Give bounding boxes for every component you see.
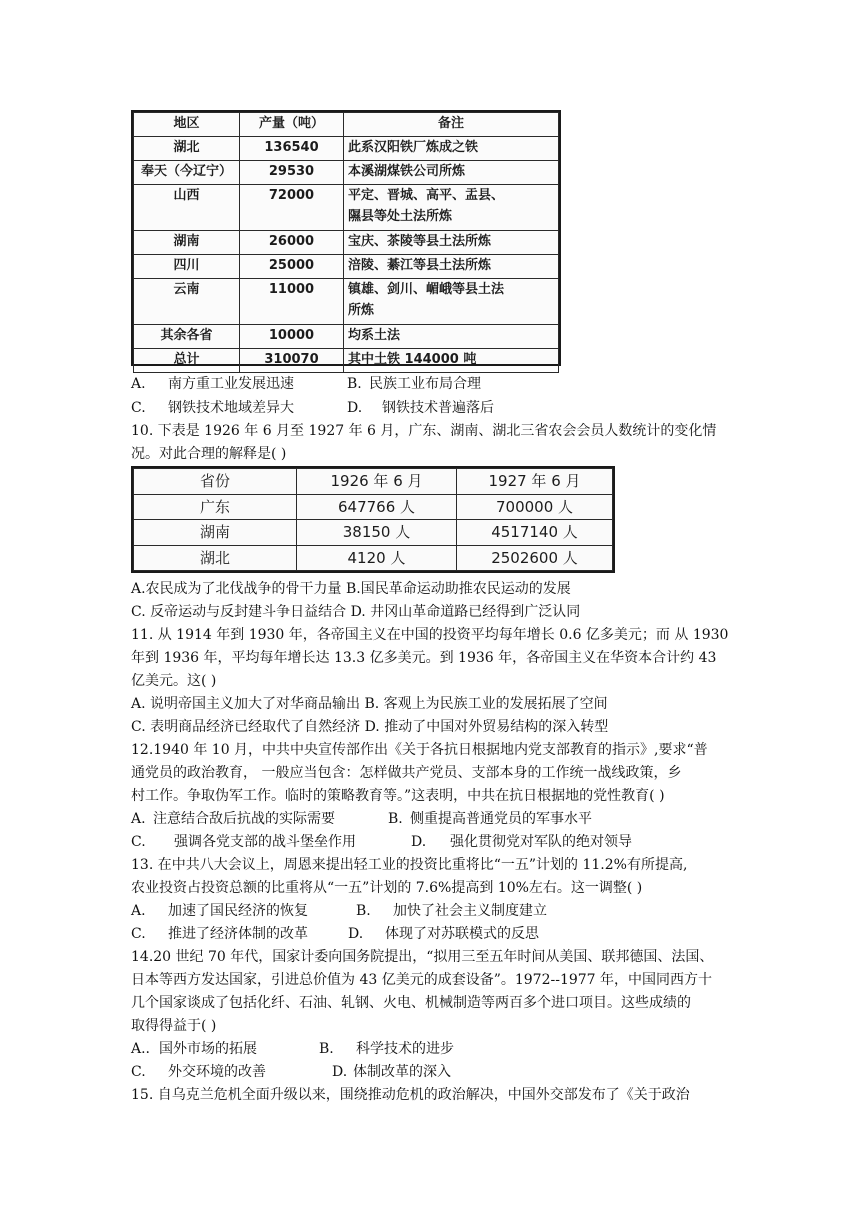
table-header: 产量（吨）: [240, 113, 344, 137]
table-cell: 本溪湖煤铁公司所炼: [344, 161, 559, 185]
q14-stem-line: 日本等西方发达国家，引进总价值为 43 亿美元的成套设备”。1972--1977 年，中国同西方十: [131, 972, 713, 988]
table-cell: 700000 人: [457, 494, 613, 520]
option-text: 强调各党支部的战斗堡垒作用: [174, 834, 356, 850]
cell-line: 平定、晋城、高平、盂县、: [348, 188, 505, 203]
option-text: 推进了经济体制的改革: [168, 926, 308, 942]
option-label: B.: [347, 376, 362, 392]
table-cell: 云南: [134, 279, 240, 325]
option-text: 注意结合敌后抗战的实际需要: [153, 811, 335, 827]
option-text: 加快了社会主义制度建立: [393, 903, 547, 919]
q11-option-line: C. 表明商品经济已经取代了自然经济 D. 推动了中国对外贸易结构的深入转型: [131, 719, 609, 735]
q11-stem-line: 11. 从 1914 年到 1930 年，各帝国主义在中国的投资平均每年增长 0.6 亿多美元；而 从 1930: [131, 627, 729, 643]
q10-option-line: A.农民成为了北伐战争的骨干力量 B.国民革命运动助推农民运动的发展: [131, 581, 571, 597]
table-cell: 湖南: [134, 231, 240, 255]
table-cell: 涪陵、綦江等县土法所炼: [344, 255, 559, 279]
option-label: C.: [131, 834, 146, 850]
option-label: C.: [131, 926, 146, 942]
table-cell: 647766 人: [297, 494, 457, 520]
table-cell: 25000: [240, 255, 344, 279]
q10-option-line: C. 反帝运动与反封建斗争日益结合 D. 井冈山革命道路已经得到广泛认同: [131, 604, 581, 620]
option-label: B.: [388, 811, 403, 827]
table-cell: 72000: [240, 185, 344, 231]
option-label: B.: [356, 903, 371, 919]
option-text: 强化贯彻党对军队的绝对领导: [450, 834, 632, 850]
table-cell: 29530: [240, 161, 344, 185]
q11-stem-line: 年到 1936 年，平均每年增长达 13.3 亿多美元。到 1936 年，各帝国主义在华资本合计约 43: [131, 650, 717, 666]
option-text: 钢铁技术地域差异大: [168, 400, 294, 416]
table-cell: 湖南: [134, 520, 297, 546]
farmer-association-table: [131, 466, 615, 573]
table-cell: 38150 人: [297, 520, 457, 546]
table-cell: 4120 人: [297, 545, 457, 571]
cell-line: 隰县等处土法所炼: [348, 209, 453, 224]
option-text: 钢铁技术普遍落后: [382, 400, 494, 416]
table-cell: 26000: [240, 231, 344, 255]
table-cell: 广东: [134, 494, 297, 520]
table-cell: 此系汉阳铁厂炼成之铁: [344, 137, 559, 161]
table-cell: 136540: [240, 137, 344, 161]
table-cell: [344, 279, 559, 325]
table-cell: 宝庆、茶陵等县土法所炼: [344, 231, 559, 255]
option-text: 国外市场的拓展: [159, 1041, 257, 1057]
cell-line: 所炼: [348, 303, 375, 318]
option-text: 民族工业布局合理: [369, 376, 481, 392]
option-label: D.: [411, 834, 427, 850]
table-cell: 10000: [240, 325, 344, 349]
table-cell: 湖北: [134, 545, 297, 571]
table-cell: 其中土铁 144000 吨: [344, 349, 559, 373]
q10-stem-line: 10. 下表是 1926 年 6 月至 1927 年 6 月，广东、湖南、湖北三省农会会员人数统计的变化情: [131, 423, 717, 439]
option-label: C.: [131, 1064, 146, 1080]
table-cell: 4517140 人: [457, 520, 613, 546]
q12-stem-line: 12.1940 年 10 月，中共中央宣传部作出《关于各抗日根据地内党支部教育的指示》,要求“普: [131, 742, 708, 758]
table-header: 1927 年 6 月: [457, 469, 613, 495]
table-cell: 310070: [240, 349, 344, 373]
option-label: D.: [347, 400, 363, 416]
q13-stem-line: 农业投资占投资总额的比重将从“一五”计划的 7.6%提高到 10%左右。这一调整( ): [131, 880, 643, 896]
table-cell: 山西: [134, 185, 240, 231]
table-cell: 总计: [134, 349, 240, 373]
table-cell: 11000: [240, 279, 344, 325]
option-text: 体现了对苏联模式的反思: [385, 926, 539, 942]
option-label: B.: [319, 1041, 334, 1057]
q14-stem-line: 取得得益于( ): [131, 1018, 217, 1034]
q15-stem-line: 15. 自乌克兰危机全面升级以来，围绕推动危机的政治解决，中国外交部发布了《关于政治: [131, 1087, 690, 1103]
q11-stem-line: 亿美元。这( ): [131, 673, 217, 689]
option-label: C.: [131, 400, 146, 416]
option-text: 体制改革的深入: [353, 1064, 451, 1080]
option-text: 南方重工业发展迅速: [168, 376, 294, 392]
table-header: 省份: [134, 469, 297, 495]
option-text: 加速了国民经济的恢复: [168, 903, 308, 919]
table-cell: 奉天（今辽宁）: [134, 161, 240, 185]
q12-stem-line: 通党员的政治教育， 一般应当包含：怎样做共产党员、支部本身的工作统一战线政策，乡: [131, 765, 682, 781]
option-label: A.: [131, 903, 146, 919]
table-cell: [344, 185, 559, 231]
table-header: 1926 年 6 月: [297, 469, 457, 495]
q13-stem-line: 13. 在中共八大会议上，周恩来提出轻工业的投资比重将比“一五”计划的 11.2%有所提高,: [131, 857, 688, 873]
table-header: 地区: [134, 113, 240, 137]
option-text: 侧重提高普通党员的军事水平: [410, 811, 592, 827]
table-cell: 2502600 人: [457, 545, 613, 571]
table-cell: 湖北: [134, 137, 240, 161]
cell-line: 镇雄、剑川、嵋峨等县土法: [348, 282, 505, 297]
option-label: D.: [348, 926, 364, 942]
option-label: A.: [131, 811, 146, 827]
table-cell: 均系土法: [344, 325, 559, 349]
q10-stem-line: 况。对此合理的解释是( ): [131, 446, 287, 462]
option-label: D.: [332, 1064, 348, 1080]
option-label: A..: [131, 1041, 151, 1057]
table-header: 备注: [344, 113, 559, 137]
option-label: A.: [131, 376, 146, 392]
table-cell: 四川: [134, 255, 240, 279]
q12-stem-line: 村工作。争取伪军工作。临时的策略教育等。”这表明，中共在抗日根据地的党性教育( ): [131, 788, 665, 804]
option-text: 外交环境的改善: [168, 1064, 266, 1080]
q11-option-line: A. 说明帝国主义加大了对华商品输出 B. 客观上为民族工业的发展拓展了空间: [131, 696, 608, 712]
q14-stem-line: 14.20 世纪 70 年代，国家计委向国务院提出，“拟用三至五年时间从美国、联邦德国、法国、: [131, 949, 714, 965]
table-cell: 其余各省: [134, 325, 240, 349]
q14-stem-line: 几个国家谈成了包括化纤、石油、轧钢、火电、机械制造等两百多个进口项目。这些成绩的: [131, 995, 691, 1011]
iron-output-table: [131, 110, 561, 366]
option-text: 科学技术的进步: [356, 1041, 454, 1057]
